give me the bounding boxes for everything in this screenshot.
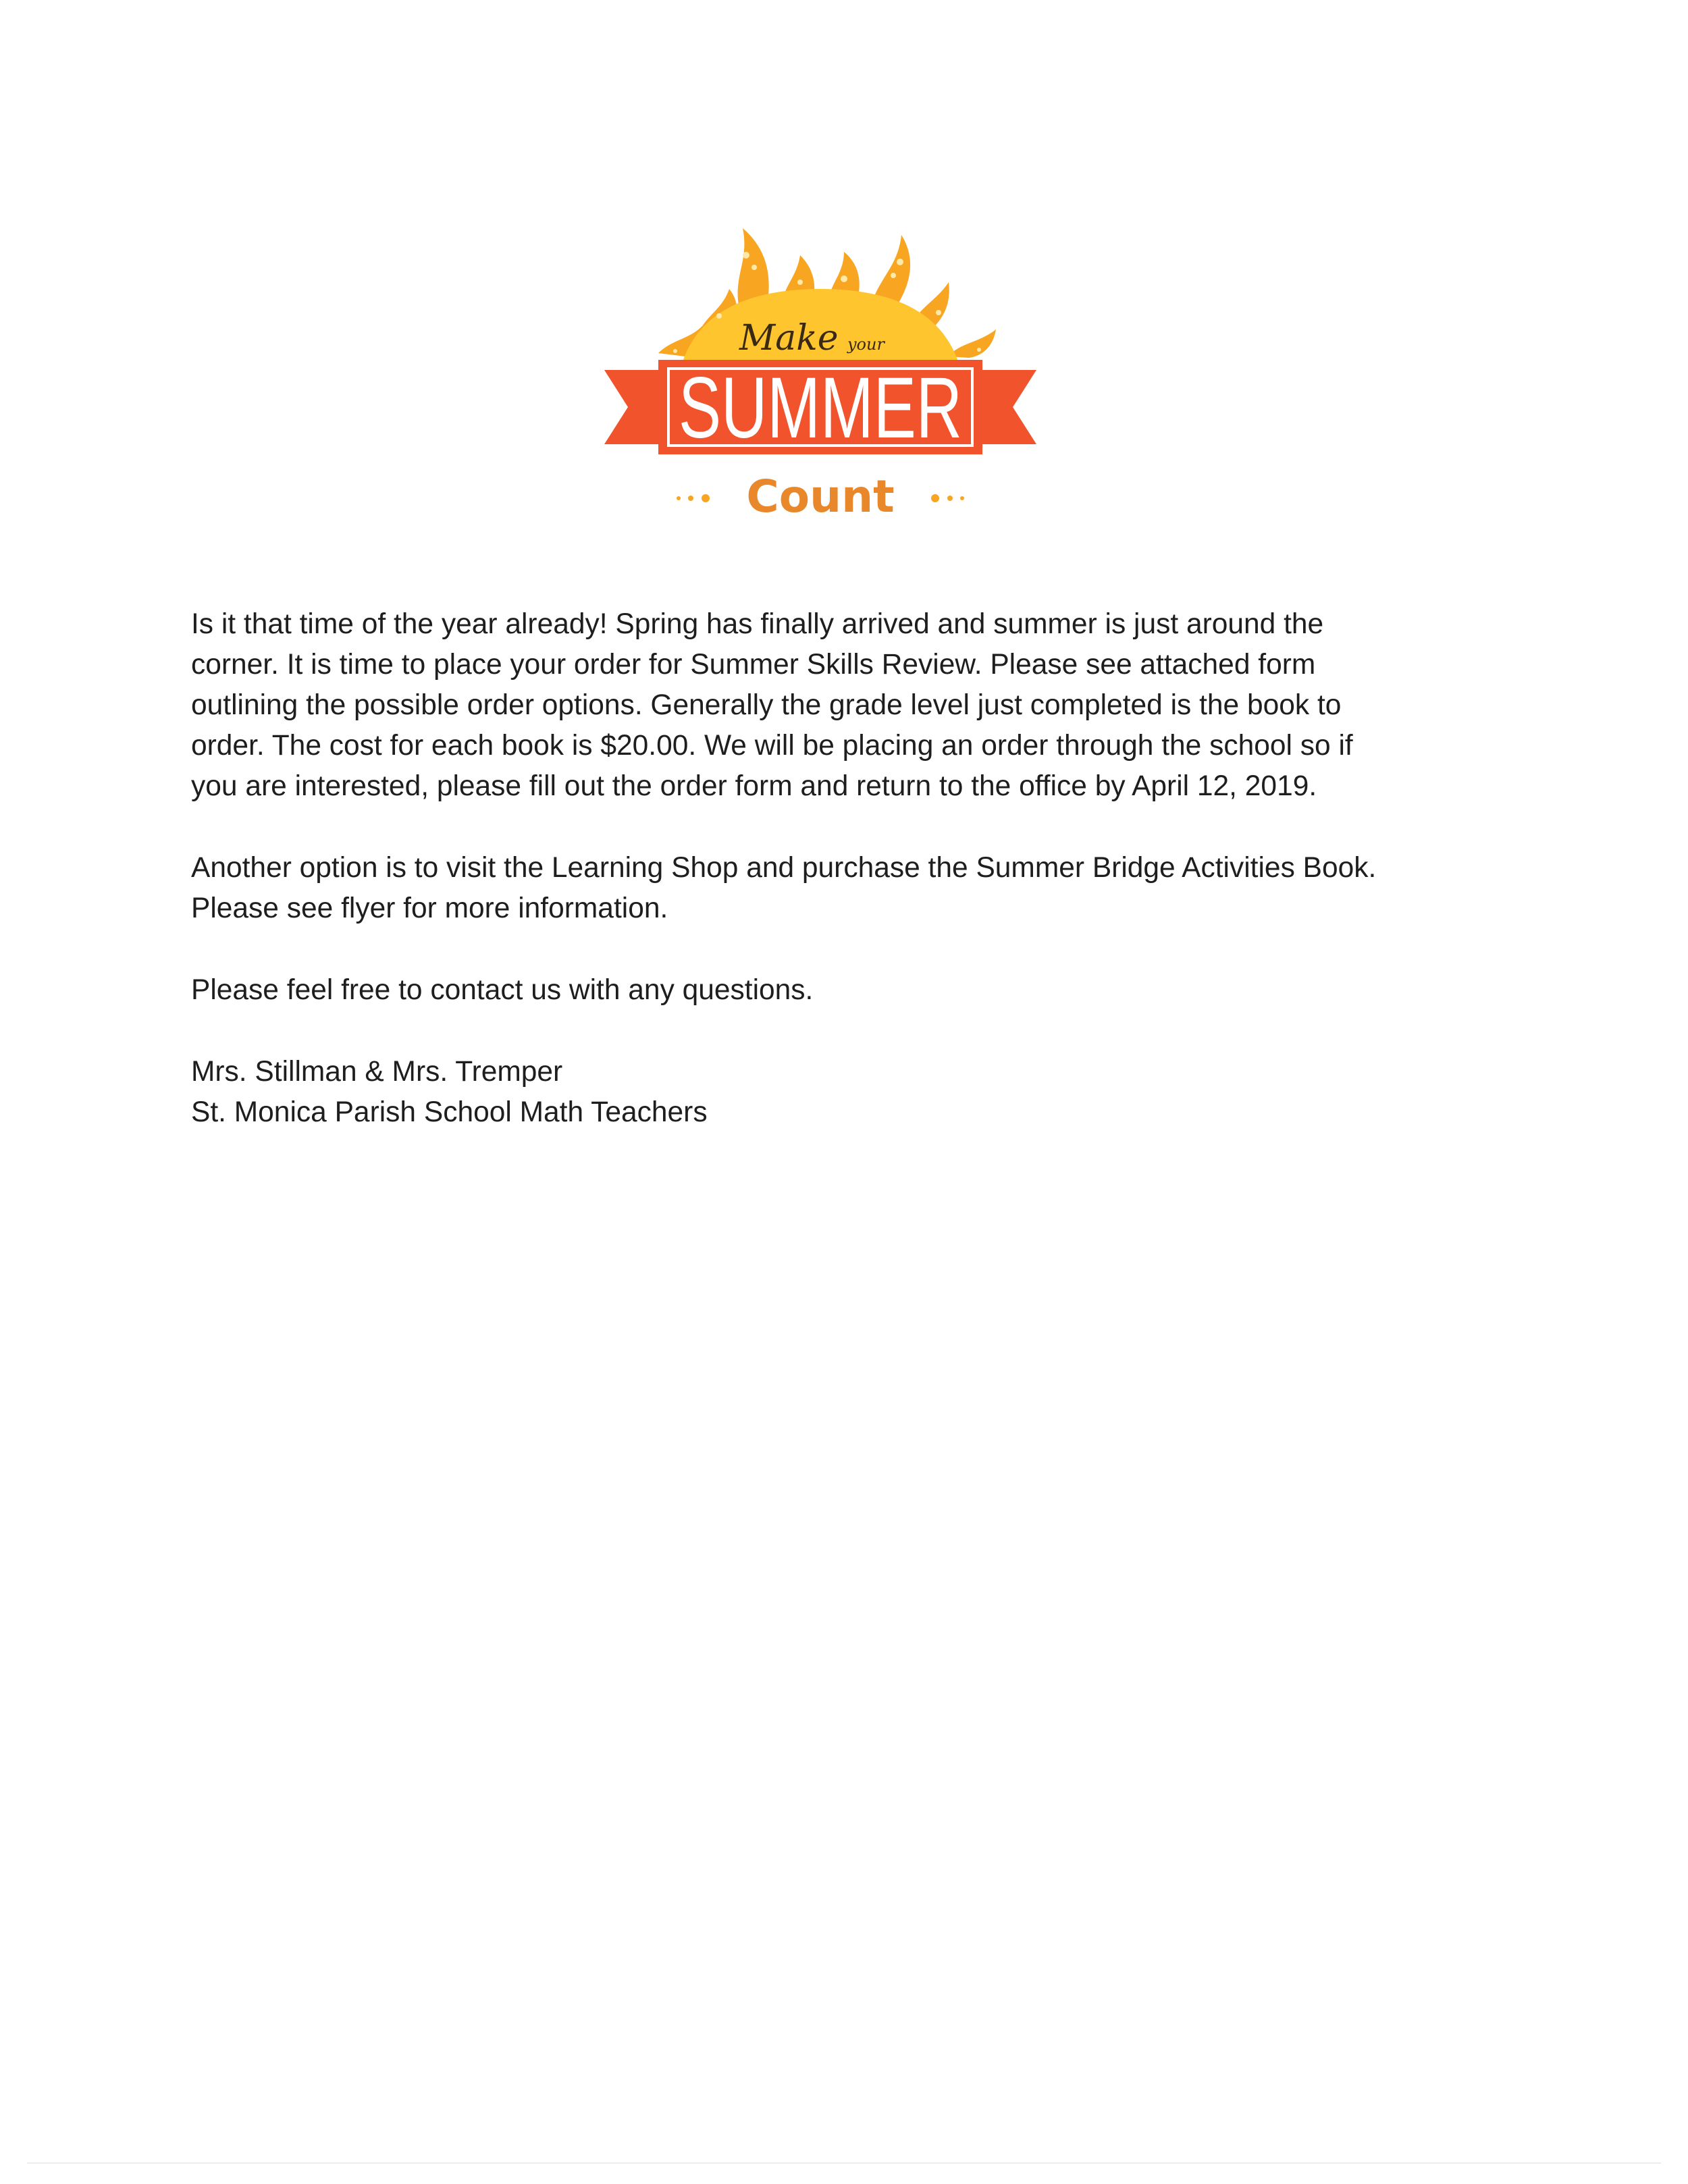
- paragraph-intro: [191, 604, 1474, 807]
- text-line: Please feel free to contact us with any questions.: [191, 974, 814, 1006]
- letter-body: [191, 604, 1474, 1133]
- text-line: order. The cost for each book is $20.00. We will be placing an order through the school so if: [191, 730, 1353, 762]
- text-line: Is it that time of the year already! Spring has finally arrived and summer is just around the: [191, 608, 1324, 640]
- count-word: Count: [746, 471, 895, 523]
- paragraph-contact: [191, 970, 1474, 1011]
- signature-names: Mrs. Stillman & Mrs. Tremper: [191, 1056, 563, 1088]
- text-line: outlining the possible order options. Generally the grade level just completed is the book to: [191, 689, 1342, 721]
- text-line: Please see flyer for more information.: [191, 893, 668, 924]
- your-script: your: [847, 335, 885, 354]
- count-dots-left: [677, 494, 710, 502]
- text-line: corner. It is time to place your order for Summer Skills Review. Please see attached form: [191, 649, 1316, 681]
- make-your-summer-count-logo: [604, 215, 1036, 539]
- text-line: you are interested, please fill out the order form and return to the office by April 12, 2019.: [191, 770, 1317, 802]
- summer-word: SUMMER: [679, 360, 962, 456]
- signature-title: St. Monica Parish School Math Teachers: [191, 1096, 708, 1128]
- count-dots-right: [931, 494, 964, 502]
- scan-bottom-edge: [27, 2162, 1661, 2164]
- make-script: Make: [739, 318, 839, 358]
- paragraph-another-option: [191, 848, 1474, 929]
- signature-block: [191, 1052, 1474, 1133]
- text-line: Another option is to visit the Learning Shop and purchase the Summer Bridge Activities Book.: [191, 852, 1377, 884]
